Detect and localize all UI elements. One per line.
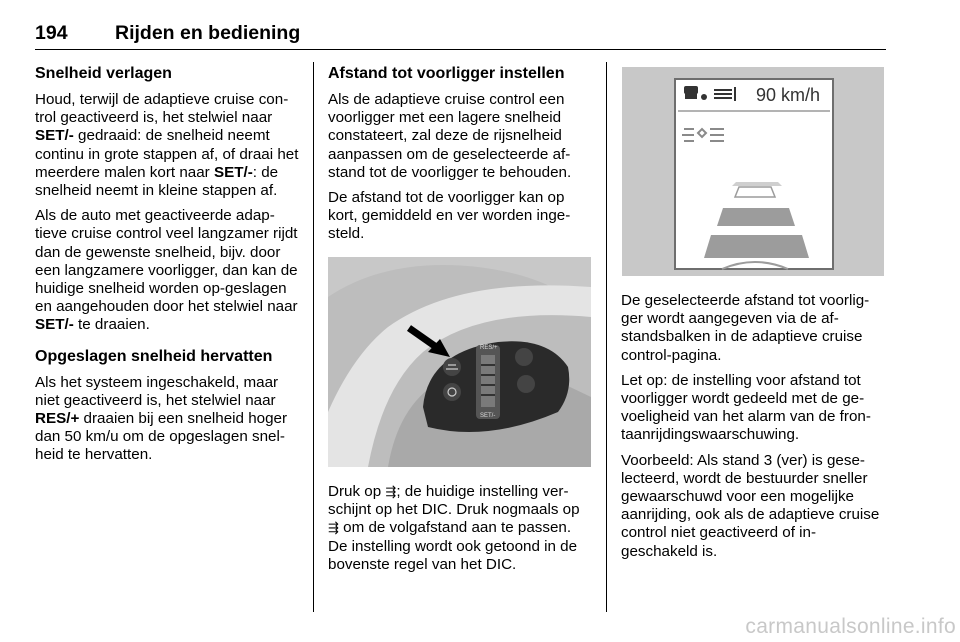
header-rule (35, 49, 886, 50)
column-1 (35, 64, 301, 472)
column-2 (328, 64, 590, 251)
following-distance-icon: ⇶ (328, 520, 339, 536)
watermark: carmanualsonline.info (745, 615, 956, 638)
heading-speed-reduce: Snelheid verlagen (35, 65, 172, 82)
paragraph: De afstand tot de voorligger kan op kort, gemiddeld en ver worden inge-steld. (328, 189, 571, 243)
paragraph: Als de adaptieve cruise control een voorligger met een lagere snelheid constateert, zal deze de rijsnelheid aanpassen om de geselecteerde af-stand tot de voorligger te behouden. (328, 91, 572, 181)
paragraph: Als het systeem ingeschakeld, maar niet geactiveerd is, het stelwiel naar RES/+ draaien bij een snelheid hoger dan 50 km/u om de opgeslagen snel-heid te hervatten. (35, 373, 288, 464)
page-header (35, 22, 885, 52)
steering-wheel-figure (328, 257, 591, 467)
page-title: Rijden en bediening (115, 22, 301, 44)
page-number: 194 (35, 22, 68, 44)
paragraph: Druk op ⇶; de huidige instelling ver-schijnt op het DIC. Druk nogmaals op ⇶ om de volgafstand aan te passen. De instelling wordt ook getoond in de bovenste regel van het DIC. (328, 483, 580, 573)
dic-speed: 90 km/h (756, 85, 821, 105)
following-distance-icon: ⇶ (385, 484, 397, 499)
res-label: RES/+ (480, 345, 498, 351)
dic-display-figure (622, 67, 884, 276)
column-3 (621, 292, 887, 568)
column-divider (606, 62, 607, 612)
paragraph: De geselecteerde afstand tot voorlig-ger wordt aangegeven via de af-standsbalken in de adaptieve cruise control-pagina. (621, 292, 870, 364)
heading-resume-speed: Opgeslagen snelheid hervatten (35, 347, 273, 365)
paragraph: Let op: de instelling voor afstand tot voorligger wordt gedeeld met de ge-voeligheid van het alarm van de fron-taanrijdingswaarschuwing. (621, 371, 871, 444)
paragraph: Houd, terwijl de adaptieve cruise con-trol geactiveerd is, het stelwiel naar SET/- gedraaid: de snelheid neemt continu in grote stappen af, of draai het meerdere malen kort naar SET/-: de snelheid neemt in kleine stappen af. (35, 91, 299, 200)
column-2-lower (328, 483, 590, 581)
set-label: SET/- (480, 413, 496, 419)
column-divider (313, 62, 314, 612)
heading-distance: Afstand tot voorligger instellen (328, 65, 565, 82)
paragraph: Voorbeeld: Als stand 3 (ver) is gese-lecteerd, wordt de bestuurder sneller gewaarschuwd voor een mogelijke aanrijding, ook als de adaptieve cruise control niet geactiveerd of in-geschakeld is. (621, 451, 880, 560)
paragraph: Als de auto met geactiveerde adap-tieve cruise control veel langzamer rijdt dan de gewenste snelheid, bijv. door een langzamere voorligger, dan kan de huidige snelheid worden op-geslagen en aangehouden door het stelwiel naar SET/- te draaien. (35, 207, 298, 334)
